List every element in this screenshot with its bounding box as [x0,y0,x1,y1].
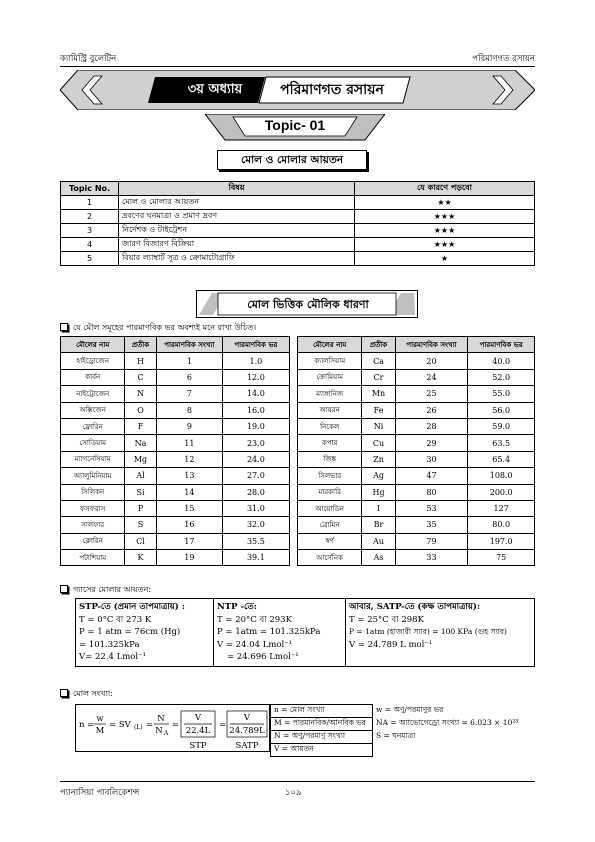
header-right: পরিমাণগত রসায়ন [472,54,535,64]
atomic-number: 47 [395,468,468,484]
atomic-number: 29 [395,435,468,451]
col-header: মৌলের নাম [61,337,125,353]
checkbox-bullet-icon [60,689,68,697]
atomic-mass: 19.0 [223,418,290,434]
topic-rating: ★★ [355,196,535,210]
atomic-number: 14 [156,484,223,500]
atomic-number: 1 [156,353,223,369]
element-symbol: K [125,550,156,566]
topic-no: 2 [61,210,119,224]
element-name: হাইড্রোজেন [61,353,125,369]
atomic-number: 11 [156,435,223,451]
table-row [61,468,535,484]
column-gap [289,402,297,418]
stp-cell [76,599,214,667]
topic-table-header [61,182,535,196]
atomic-number: 30 [395,451,468,467]
atomic-mass: 1.0 [223,353,290,369]
gas-volume-table [75,598,535,667]
table-row [61,500,535,516]
stp-line: P = 1 atm = 76cm (Hg) [79,627,181,637]
element-name: ম্যাঙ্গানিজ [297,386,361,402]
element-name: আয়রন [297,402,361,418]
atomic-number: 16 [156,517,223,533]
column-gap [289,418,297,434]
fraction-numerator: V [194,713,202,723]
element-name: মারকারি [297,484,361,500]
atomic-mass: 16.0 [223,402,290,418]
topic-subject: দ্রবণের ঘনমাত্রা ও প্রমাণ দ্রবণ [119,210,355,224]
table-row [61,550,535,566]
column-gap [289,353,297,369]
table-row [61,252,535,266]
element-symbol: Cu [362,435,395,451]
atomic-number: 80 [395,484,468,500]
elements-table-header [61,337,535,353]
atomic-mass: 75 [468,550,535,566]
element-name: কপার [297,435,361,451]
column-gap [289,533,297,549]
atomic-number: 25 [395,386,468,402]
chapter-number: ৩য় অধ্যায় [187,82,243,97]
atomic-number: 9 [156,418,223,434]
element-name: ফসফরাস [61,500,125,516]
element-name: ফ্লোরিন [61,418,125,434]
element-symbol: H [125,353,156,369]
topic-rating: ★ [355,252,535,266]
table-row [61,353,535,369]
atomic-number: 53 [395,500,468,516]
table-row [61,210,535,224]
table-row [61,517,535,533]
legend-item: w = অণু/পরমাণুর ভর [376,705,444,714]
atomic-mass: 28.0 [223,484,290,500]
table-row [271,744,535,757]
element-symbol: Br [362,517,395,533]
satp-line: P = 1atm (হাজারী স্যার) = 100 KPa (গুহ স্যার) [349,627,507,636]
mole-heading [60,688,113,701]
atomic-number: 7 [156,386,223,402]
table-row [76,599,535,667]
element-symbol: Ni [362,418,395,434]
atomic-number: 8 [156,402,223,418]
column-gap [289,468,297,484]
formula-equals: = [219,720,227,730]
table-row [61,484,535,500]
column-gap [289,451,297,467]
satp-cell [346,599,535,667]
element-name: জিঙ্ক [297,451,361,467]
topic-no: 4 [61,238,119,252]
atomic-number: 13 [156,468,223,484]
column-gap [289,500,297,516]
table-row [61,533,535,549]
table-row [61,402,535,418]
topic-rating: ★★★ [355,238,535,252]
stp-line: T = 0°C বা 273 K [79,614,152,625]
section-band-title: মোল ভিত্তিক মৌলিক ধারণা [247,298,369,311]
atomic-mass: 14.0 [223,386,290,402]
satp-line: V = 24.789 L mol⁻¹ [349,639,433,650]
table-row [61,369,535,385]
element-symbol: Hg [362,484,395,500]
element-name: নিকেল [297,418,361,434]
elements-note-text: যে মৌল সমূহের পারমাণবিক ভর অবশ্যই মনে রাখা উচিত। [73,323,257,332]
atomic-mass: 56.0 [468,402,535,418]
element-name: ম্যাগনেসিয়াম [61,451,125,467]
legend-item [373,744,535,757]
atomic-number: 79 [395,533,468,549]
mole-legend-table [270,704,535,757]
stp-line: = 101.325kPa [79,639,140,650]
atomic-mass: 65.4 [468,451,535,467]
atomic-mass: 24.0 [223,451,290,467]
mole-formula [76,705,271,753]
atomic-mass: 31.0 [223,500,290,516]
element-name: ক্লোরিন [61,533,125,549]
atomic-mass: 197.0 [468,533,535,549]
topic-table [60,181,535,266]
page-number: ১০৯ [285,788,302,798]
col-header: প্রতীক [362,337,395,353]
element-name: সিলিকন [61,484,125,500]
header-left: ক্যামিস্ট্রি বুলেটিন [60,54,117,64]
elements-table-body [61,353,535,566]
table-row [271,731,535,744]
atomic-number: 17 [156,533,223,549]
elements-table [60,336,535,566]
ntp-cell [214,599,346,667]
header-rule [60,66,535,67]
gas-heading-text: গ্যাসের মোলার আয়তন: [73,585,152,594]
topic-no: 1 [61,196,119,210]
element-name: ব্রোমিন [297,517,361,533]
element-symbol: P [125,500,156,516]
legend-item: S = ঘনমাত্রা [376,731,416,740]
formula-label: STP [189,741,207,751]
formula-equals: = [146,720,154,730]
element-symbol: N [125,386,156,402]
checkbox-bullet-icon [60,323,68,331]
legend-item: n = মোল সংখ্যা [271,705,373,718]
chapter-title: পরিমাণগত রসায়ন [280,82,384,98]
topic-subject: বিয়ার ল্যাম্বার্ট সূত্র ও ক্রোমাটোগ্রাফি [119,252,355,266]
fraction-denominator: M [95,726,105,736]
col-header: যে কারণে পড়বো [355,182,535,196]
formula-mid: = SV [109,720,131,730]
legend-item: V = আয়তন [271,744,373,757]
element-name: অ্যালুমিনিয়াম [61,468,125,484]
column-gap [289,435,297,451]
table-row [61,224,535,238]
atomic-number: 12 [156,451,223,467]
col-header: পারমাণবিক সংখ্যা [395,337,468,353]
footer-rule [60,781,535,782]
formula-lhs: n = [79,720,95,730]
element-name: সিলভার [297,468,361,484]
ntp-line: V = 24.04 Lmol⁻¹ [217,639,293,650]
element-symbol: Na [125,435,156,451]
element-name: নাইট্রোজেন [61,386,125,402]
col-header: বিষয় [119,182,355,196]
col-header: Topic No. [61,182,119,196]
element-symbol: Au [362,533,395,549]
element-name: সোডিয়াম [61,435,125,451]
atomic-mass: 127 [468,500,535,516]
legend-item: NA = অ্যাভোগেড্রো সংখ্যা = 6.023 × 10²³ [376,718,519,727]
topic-rating: ★★★ [355,210,535,224]
atomic-mass: 80.0 [468,517,535,533]
element-symbol: Ca [362,353,395,369]
atomic-mass: 23.0 [223,435,290,451]
stp-line: V= 22.4 Lmol⁻¹ [79,652,147,662]
element-symbol: Zn [362,451,395,467]
table-row [61,418,535,434]
footer-publisher: প্যানাসিয়া পাবলিকেশন্স [60,788,140,798]
atomic-mass: 12.0 [223,369,290,385]
topic-rating: ★★★ [355,224,535,238]
col-header: পারমাণবিক ভর [468,337,535,353]
gas-heading [60,584,151,597]
table-row [61,451,535,467]
table-row [61,196,535,210]
satp-line: T = 25°C বা 298K [349,614,424,625]
atomic-mass: 35.5 [223,533,290,549]
element-symbol: I [362,500,395,516]
topic-subject: মোল ও মোলার আয়তন [119,196,355,210]
element-symbol: C [125,369,156,385]
atomic-number: 33 [395,550,468,566]
element-symbol: As [362,550,395,566]
ntp-line: = 24.696 Lmol⁻¹ [227,652,299,662]
column-gap [289,484,297,500]
element-name: ক্রোমিয়াম [297,369,361,385]
atomic-number: 19 [156,550,223,566]
element-symbol: Cr [362,369,395,385]
col-header: পারমাণবিক সংখ্যা [156,337,223,353]
stp-title: STP-তে (প্রমান তাপমাত্রায়) : [79,602,185,612]
atomic-mass: 200.0 [468,484,535,500]
satp-title: আবার, SATP-তে (কক্ষ তাপমাত্রায়): [349,602,481,612]
atomic-number: 20 [395,353,468,369]
table-row [271,705,535,718]
atomic-number: 15 [156,500,223,516]
column-gap [289,550,297,566]
topic-subject: নির্দেশক ও টাইট্রেশন [119,224,355,238]
mole-heading-text: মোল সংখ্যা: [73,689,113,698]
element-symbol: Cl [125,533,156,549]
element-name: অক্সিজেন [61,402,125,418]
element-symbol: O [125,402,156,418]
atomic-number: 24 [395,369,468,385]
element-name: কার্বন [61,369,125,385]
topic-subject: জারণ বিজারণ বিক্রিয়া [119,238,355,252]
atomic-number: 35 [395,517,468,533]
column-gap [289,386,297,402]
fraction-denominator: 22.4L [185,726,211,736]
element-symbol: Fe [362,402,395,418]
fraction-denominator: 24.789L [229,726,265,736]
fraction-numerator: N [157,714,165,724]
element-symbol: F [125,418,156,434]
table-row [61,386,535,402]
element-name: পটাশিয়াম [61,550,125,566]
atomic-mass: 52.0 [468,369,535,385]
ntp-line: T = 20°C বা 293K [217,614,292,625]
checkbox-bullet-icon [60,585,68,593]
element-symbol: S [125,517,156,533]
atomic-mass: 55.0 [468,386,535,402]
table-row [61,238,535,252]
column-gap [289,337,297,353]
formula-equals: = [172,720,180,730]
element-symbol: Ag [362,468,395,484]
legend-item: M = পারমানবিক/আনবিক ভর [271,718,373,731]
topic-label: Topic- 01 [264,117,326,133]
table-row [61,435,535,451]
element-name: সালফার [61,517,125,533]
ntp-title: NTP -তে: [217,602,257,612]
atomic-number: 6 [156,369,223,385]
formula-subscript: (L) [134,724,143,731]
atomic-mass: 40.0 [468,353,535,369]
fraction-numerator: V [243,713,251,723]
column-gap [289,517,297,533]
topic-no: 3 [61,224,119,238]
atomic-number: 28 [395,418,468,434]
fraction-denominator: N [155,726,163,736]
element-name: ক্যালসিয়াম [297,353,361,369]
table-row [271,718,535,731]
col-header: মৌলের নাম [297,337,361,353]
atomic-mass: 32.0 [223,517,290,533]
elements-note [60,322,256,335]
element-symbol: Si [125,484,156,500]
atomic-mass: 63.5 [468,435,535,451]
formula-label: SATP [235,741,259,751]
atomic-number: 26 [395,402,468,418]
legend-item: N = অণু/পরমাণু সংখ্যা [271,731,373,744]
ntp-line: P = 1atm = 101.325kPa [217,627,321,637]
element-name: স্বর্ণ [297,533,361,549]
topic-no: 5 [61,252,119,266]
atomic-mass: 27.0 [223,468,290,484]
col-header: পারমাণবিক ভর [223,337,290,353]
element-symbol: Mn [362,386,395,402]
running-header [60,52,535,66]
col-header: প্রতীক [125,337,156,353]
element-name: আয়োডিন [297,500,361,516]
atomic-mass: 39.1 [223,550,290,566]
mole-formula-box [75,704,270,752]
formula-subscript: A [164,730,169,737]
element-symbol: Al [125,468,156,484]
element-symbol: Mg [125,451,156,467]
atomic-mass: 59.0 [468,418,535,434]
fraction-numerator: w [96,714,104,724]
element-name: আর্সেনিক [297,550,361,566]
column-gap [289,369,297,385]
topic-subtitle: মোল ও মোলার আয়তন [217,150,367,170]
atomic-mass: 108.0 [468,468,535,484]
